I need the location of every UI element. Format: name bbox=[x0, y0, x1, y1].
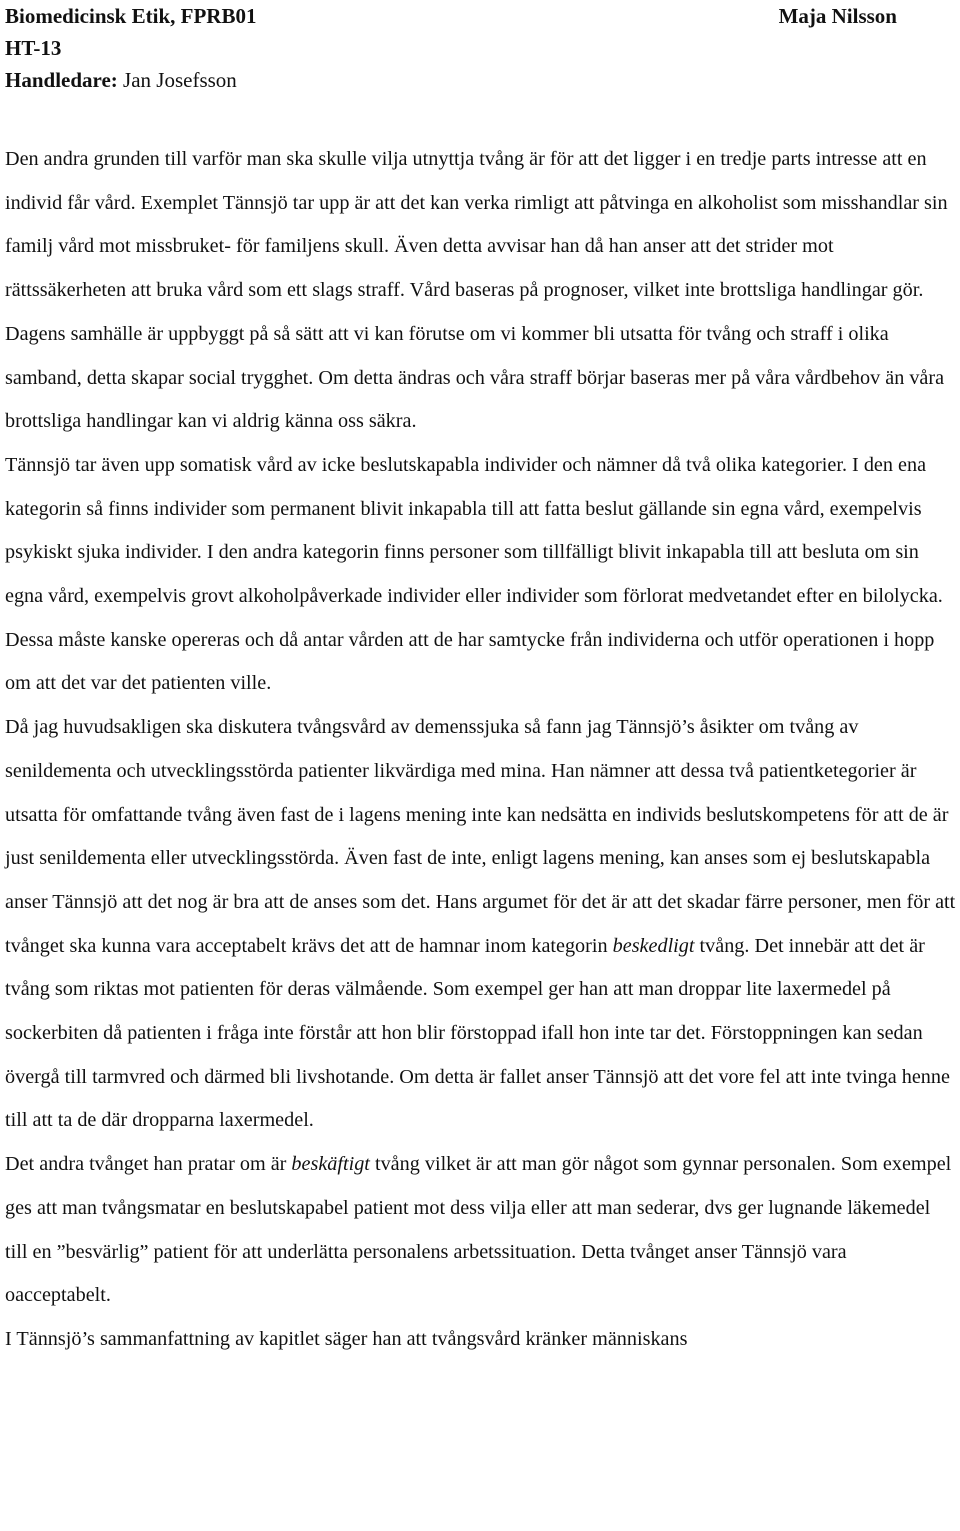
document-body bbox=[5, 138, 957, 1362]
header-row-supervisor bbox=[5, 64, 955, 96]
course-title: Biomedicinsk Etik, FPRB01 bbox=[5, 4, 257, 28]
paragraph-second-coercion bbox=[5, 1143, 957, 1318]
paragraph-text: Den andra grunden till varför man ska skulle vilja utnyttja tvång är för att det ligger i en tredje parts intresse att en individ får vård. Exemplet Tännsjö tar upp är att det kan verka rimligt att påtvinga en alkoholist som misshandlar sin familj vård mot missbruket- för familjens skull. Även detta avvisar han då han anser att det strider mot rättssäkerheten att bruka vård som ett slags straff. Vård baseras på prognoser, vilket inte brottsliga handlingar gör. Dagens samhälle är uppbyggt på så sätt att vi kan förutse om vi kommer bli utsatta för tvång och straff i olika samband, detta skapar social trygghet. Om detta ändras och våra straff börjar baseras mer på våra vårdbehov än våra brottsliga handlingar kan vi aldrig känna oss säkra. bbox=[5, 148, 948, 433]
header-row-term bbox=[5, 32, 955, 64]
paragraph-dementia bbox=[5, 706, 957, 1143]
emphasis-term: beskedligt bbox=[612, 934, 695, 957]
paragraph-summary bbox=[5, 1318, 957, 1362]
paragraph-text-after: tvång. Det innebär att det är tvång som riktas mot patienten för deras välmående. Som exempel ger han att man droppar lite laxermedel på sockerbiten då patienten i fråga inte förstår att hon blir förstoppad ifall hon inte tar det. Förstoppningen kan sedan övergå till tarmvred och därmed bli livshotande. Om detta är fallet anser Tännsjö att det vore fel att inte tvinga henne till att ta de där dropparna laxermedel. bbox=[5, 934, 950, 1132]
paragraph-text-before: Då jag huvudsakligen ska diskutera tvångsvård av demenssjuka så fann jag Tännsjö’s åsikter om tvång av senildementa och utvecklingsstörda patienter likvärdiga med mina. Han nämner att dessa två patientketegorier är utsatta för omfattande tvång även fast de i lagens mening inte kan nedsätta en individs beslutskompetens för att de är just senildementa eller utvecklingsstörda. Även fast de inte, enligt lagens mening, kan anses som ej beslutskapabla anser Tännsjö att det nog är bra att de anses som det. Hans argumet för det är att det skadar färre personer, men för att tvånget ska kunna vara acceptabelt krävs det att de hamnar inom kategorin bbox=[5, 716, 956, 957]
document-header bbox=[5, 0, 955, 96]
emphasis-term: beskäftigt bbox=[291, 1153, 370, 1176]
paragraph-somatic-care bbox=[5, 444, 957, 706]
paragraph-text: I Tännsjö’s sammanfattning av kapitlet säger han att tvångsvård kränker människans bbox=[5, 1327, 688, 1350]
supervisor-name: Jan Josefsson bbox=[117, 68, 237, 92]
supervisor-label: Handledare: bbox=[5, 68, 118, 92]
header-row-course bbox=[5, 0, 955, 32]
paragraph-text-after: tvång vilket är att man gör något som gynnar personalen. Som exempel ges att man tvångsmatar en beslutskapabel patient mot dess vilja eller att man sederar, dvs ger lugnande läkemedel till en ”besvärlig” patient för att underlätta personalens arbetssituation. Detta tvånget anser Tännsjö vara oacceptabelt. bbox=[5, 1153, 952, 1307]
paragraph-text: Tännsjö tar även upp somatisk vård av icke beslutskapabla individer och nämner då två olika kategorier. I den ena kategorin så finns individer som permanent blivit inkapabla till att fatta beslut gällande sin egna vård, exempelvis psykiskt sjuka individer. I den andra kategorin finns personer som tillfälligt blivit inkapabla till att besluta om sin egna vård, exempelvis grovt alkoholpåverkade individer eller individer som förlorat medvetandet efter en bilolycka. Dessa måste kanske opereras och då antar vården att de har samtycke från individerna och utför operationen i hopp om att det var det patienten ville. bbox=[5, 453, 943, 695]
author-name: Maja Nilsson bbox=[778, 4, 897, 28]
term-label: HT-13 bbox=[5, 36, 62, 60]
paragraph-third-party bbox=[5, 138, 957, 444]
paragraph-text-before: Det andra tvånget han pratar om är bbox=[5, 1153, 292, 1176]
